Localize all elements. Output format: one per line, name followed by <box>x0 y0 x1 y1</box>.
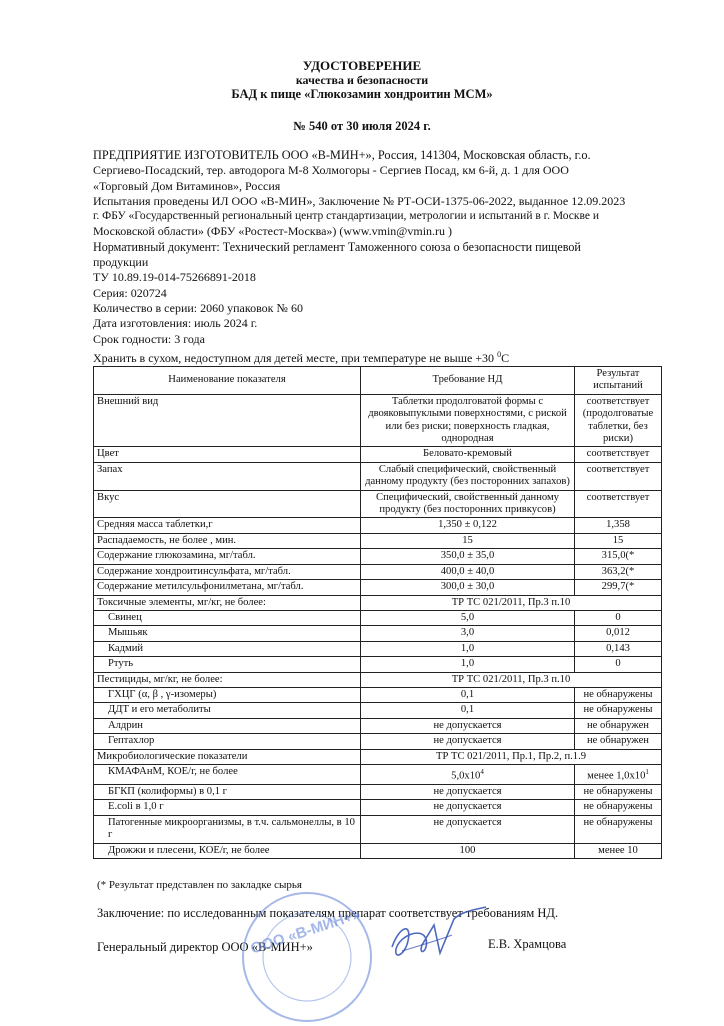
shelf-life: Срок годности: 3 года <box>93 331 205 346</box>
row-name: Распадаемость, не более , мин. <box>94 533 361 548</box>
row-result: 315,0(* <box>575 549 662 564</box>
manufacturer-line-2: Сергиево-Посадский, тер. автодорога М-8 Холмогоры - Сергиев Посад, км 6-й, д. 1 для ООО <box>93 163 569 178</box>
series: Серия: 020724 <box>93 285 167 300</box>
row-requirement: 350,0 ± 35,0 <box>361 549 575 564</box>
table-row <box>94 800 662 815</box>
row-name: Запах <box>94 462 361 490</box>
row-requirement: 1,350 ± 0,122 <box>361 518 575 533</box>
table-row <box>94 462 662 490</box>
row-requirement-value: 5,0х10 <box>451 770 481 782</box>
table-row <box>94 703 662 718</box>
manufacture-date: Дата изготовления: июль 2024 г. <box>93 316 258 331</box>
table-row <box>94 687 662 702</box>
row-requirement: 300,0 ± 30,0 <box>361 580 575 595</box>
table-row <box>94 843 662 858</box>
row-requirement: 0,1 <box>361 687 575 702</box>
quantity: Количество в серии: 2060 упаковок № 60 <box>93 300 303 315</box>
row-name: Кадмий <box>94 641 361 656</box>
row-name: ДДТ и его метаболиты <box>94 703 361 718</box>
row-result: не обнаружены <box>575 800 662 815</box>
table-row <box>94 657 662 672</box>
stamp-text: ООО «В-МИН+» <box>248 905 363 958</box>
col-header-req: Требование НД <box>361 367 575 395</box>
table-row <box>94 641 662 656</box>
row-name: Средняя масса таблетки,г <box>94 518 361 533</box>
row-name: Гептахлор <box>94 734 361 749</box>
table-row <box>94 626 662 641</box>
footnote: (* Результат представлен по закладке сырья <box>97 879 302 891</box>
storage-text: Хранить в сухом, недоступном для детей месте, при температуре не выше +30 <box>93 350 498 365</box>
row-requirement: 1,0 <box>361 657 575 672</box>
row-requirement: не допускается <box>361 800 575 815</box>
row-requirement: 15 <box>361 533 575 548</box>
tests-line-3: Московской области» (ФБУ «Ростест-Москва») (www.vmin@vmin.ru ) <box>93 224 453 239</box>
row-result: 363,2(* <box>575 564 662 579</box>
row-name: Внешний вид <box>94 394 361 447</box>
row-requirement: не допускается <box>361 734 575 749</box>
row-result: соответствует (продолговатые таблетки, без риски) <box>575 394 662 447</box>
row-requirement: не допускается <box>361 718 575 733</box>
doc-title: УДОСТОВЕРЕНИЕ <box>302 58 422 73</box>
row-result: 1,358 <box>575 518 662 533</box>
storage-degree: 0 <box>497 349 502 359</box>
row-requirement: 3,0 <box>361 626 575 641</box>
director-name: Е.В. Храмцова <box>488 937 567 951</box>
doc-subtitle: качества и безопасности <box>295 73 429 87</box>
row-requirement: 0,1 <box>361 703 575 718</box>
row-result: 0 <box>575 657 662 672</box>
row-name: Содержание глюкозамина, мг/табл. <box>94 549 361 564</box>
row-result: менее 10 <box>575 843 662 858</box>
storage-unit: C <box>501 350 510 365</box>
tests-line-1: Испытания проведены ИЛ ООО «В-МИН», Заключение № РТ-ОСИ-1375-06-2022, выданное 12.09.2023 <box>93 193 626 208</box>
row-name: Содержание хондроитинсульфата, мг/табл. <box>94 564 361 579</box>
table-row <box>94 549 662 564</box>
row-result: 0,143 <box>575 641 662 656</box>
table-row <box>94 490 662 518</box>
row-name: E.coli в 1,0 г <box>94 800 361 815</box>
row-result: не обнаружены <box>575 687 662 702</box>
microbiology-norm: ТР ТС 021/2011, Пр.1, Пр.2, п.1.9 <box>361 749 662 764</box>
row-name: Дрожжи и плесени, КОЕ/г, не более <box>94 843 361 858</box>
row-requirement-exp: 4 <box>480 767 484 776</box>
table-row <box>94 533 662 548</box>
row-result-exp: 1 <box>645 767 649 776</box>
toxic-elements-title: Токсичные элементы, мг/кг, не более: <box>94 595 361 610</box>
table-row <box>94 815 662 843</box>
info-block <box>93 148 663 366</box>
row-requirement: Специфический, свойственный данному продукту (без посторонних привкусов) <box>361 490 575 518</box>
row-result: не обнаружен <box>575 718 662 733</box>
pesticides-title: Пестициды, мг/кг, не более: <box>94 672 361 687</box>
row-result: соответствует <box>575 447 662 462</box>
table-row <box>94 718 662 733</box>
storage-conditions <box>93 347 663 366</box>
row-result: 0 <box>575 610 662 625</box>
row-result: 0,012 <box>575 626 662 641</box>
row-name: Мышьяк <box>94 626 361 641</box>
microbiology-title: Микробиологические показатели <box>94 749 361 764</box>
spec-table <box>93 366 662 859</box>
row-name: Патогенные микроорганизмы, в т.ч. сальмонеллы, в 10 г <box>94 815 361 843</box>
tu-number: ТУ 10.89.19-014-75266891-2018 <box>93 270 256 285</box>
table-row <box>94 784 662 799</box>
table-header-row <box>94 367 662 395</box>
row-requirement: не допускается <box>361 784 575 799</box>
row-name: Свинец <box>94 610 361 625</box>
col-header-res: Результат испытаний <box>575 367 662 395</box>
row-requirement: 100 <box>361 843 575 858</box>
company-stamp <box>238 888 376 1026</box>
row-name: Ртуть <box>94 657 361 672</box>
col-header-name: Наименование показателя <box>94 367 361 395</box>
row-requirement: Таблетки продолговатой формы с двояковыпуклыми поверхностями, с риской или без риски; поверхность гладкая, однородная <box>361 394 575 447</box>
product-name: БАД к пище «Глюкозамин хондроитин МСМ» <box>231 87 493 101</box>
table-row <box>94 610 662 625</box>
table-row <box>94 447 662 462</box>
row-requirement: 400,0 ± 40,0 <box>361 564 575 579</box>
tests-line-2: г. ФБУ «Государственный региональный центр стандартизации, метрологии и испытаний в г. Москве и <box>93 210 599 223</box>
manufacturer-line-3: «Торговый Дом Витаминов», Россия <box>93 178 281 193</box>
row-requirement: 5,0 <box>361 610 575 625</box>
row-result: 299,7(* <box>575 580 662 595</box>
row-requirement: не допускается <box>361 815 575 843</box>
pesticides-header-row <box>94 672 662 687</box>
normative-line-2: продукции <box>93 255 149 270</box>
row-name: Вкус <box>94 490 361 518</box>
row-result: соответствует <box>575 462 662 490</box>
table-row <box>94 734 662 749</box>
table-row <box>94 580 662 595</box>
row-result: соответствует <box>575 490 662 518</box>
row-requirement: Беловато-кремовый <box>361 447 575 462</box>
toxic-elements-norm: ТР ТС 021/2011, Пр.3 п.10 <box>361 595 662 610</box>
table-row <box>94 394 662 447</box>
row-result-value: менее 1,0х10 <box>587 770 646 782</box>
director-label: Генеральный директор ООО «В-МИН+» <box>97 940 313 954</box>
normative-line-1: Нормативный документ: Технический регламент Таможенного союза о безопасности пищевой <box>93 239 581 254</box>
row-result <box>575 764 662 784</box>
row-result: 15 <box>575 533 662 548</box>
row-requirement: Слабый специфический, свойственный данному продукту (без посторонних запахов) <box>361 462 575 490</box>
row-requirement: 1,0 <box>361 641 575 656</box>
manufacturer-line-1: ПРЕДПРИЯТИЕ ИЗГОТОВИТЕЛЬ ООО «В-МИН+», Россия, 141304, Московская область, г.о. <box>93 148 591 162</box>
toxic-elements-header-row <box>94 595 662 610</box>
row-name: КМАФАнМ, КОЕ/г, не более <box>94 764 361 784</box>
row-result: не обнаружены <box>575 815 662 843</box>
row-result: не обнаружены <box>575 784 662 799</box>
doc-number: № 540 от 30 июля 2024 г. <box>293 119 431 133</box>
row-name: Алдрин <box>94 718 361 733</box>
row-name: Цвет <box>94 447 361 462</box>
microbiology-header-row <box>94 749 662 764</box>
pesticides-norm: ТР ТС 021/2011, Пр.3 п.10 <box>361 672 662 687</box>
table-row <box>94 518 662 533</box>
row-name: Содержание метилсульфонилметана, мг/табл. <box>94 580 361 595</box>
table-row <box>94 564 662 579</box>
director-signature <box>382 905 492 975</box>
row-requirement <box>361 764 575 784</box>
row-name: ГХЦГ (α, β , γ-изомеры) <box>94 687 361 702</box>
row-result: не обнаружены <box>575 703 662 718</box>
conclusion: Заключение: по исследованным показателям препарат соответствует требованиям НД. <box>97 906 559 920</box>
row-result: не обнаружен <box>575 734 662 749</box>
row-name: БГКП (колиформы) в 0,1 г <box>94 784 361 799</box>
table-row <box>94 764 662 784</box>
